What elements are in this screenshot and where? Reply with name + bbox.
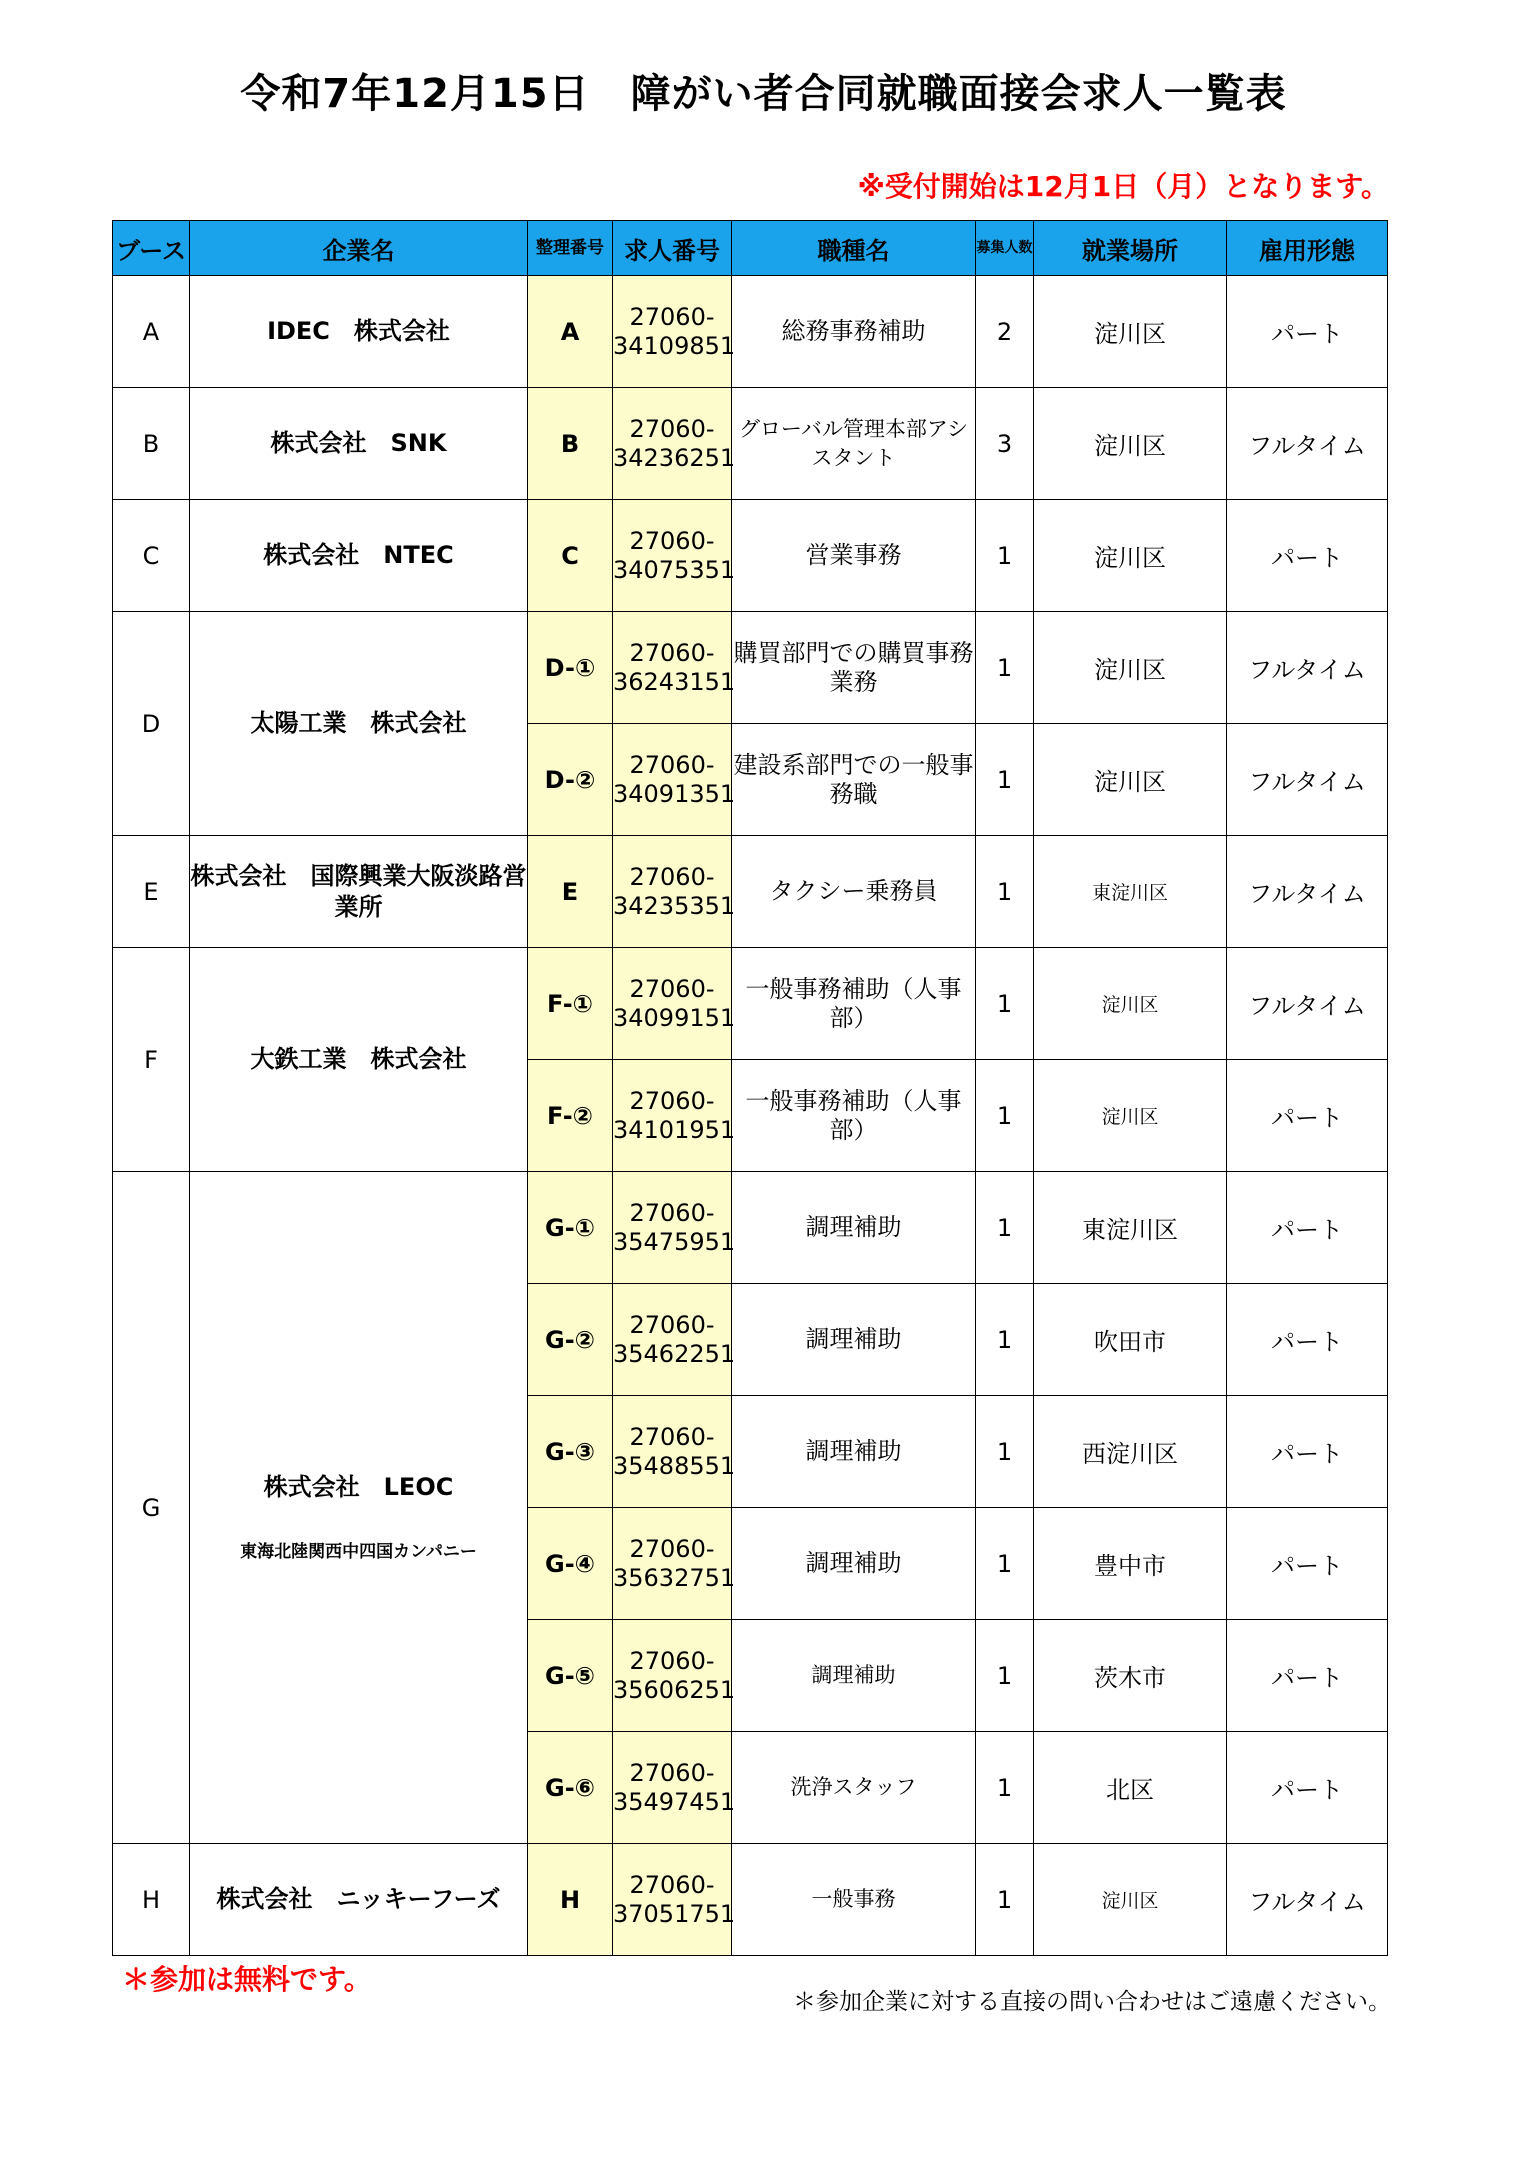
- free-participation-notice: ＊参加は無料です。: [122, 1963, 372, 1996]
- count-cell: 1: [976, 724, 1034, 836]
- place-cell: 吹田市: [1034, 1284, 1227, 1396]
- employment-cell: パート: [1227, 500, 1388, 612]
- table-row: [113, 948, 1388, 1060]
- count-cell: 1: [976, 1396, 1034, 1508]
- seiri-cell: G-①: [528, 1172, 613, 1284]
- header-company: 企業名: [190, 221, 528, 276]
- place-cell: 淀川区: [1034, 388, 1227, 500]
- occupation-cell: 一般事務補助（人事部）: [732, 948, 976, 1060]
- company-cell: 株式会社 NTEC: [190, 500, 528, 612]
- count-cell: 1: [976, 612, 1034, 724]
- header-seiri: 整理番号: [528, 221, 613, 276]
- count-cell: 3: [976, 388, 1034, 500]
- header-place: 就業場所: [1034, 221, 1227, 276]
- table-header-row: [113, 221, 1388, 276]
- place-cell: 豊中市: [1034, 1508, 1227, 1620]
- place-cell: 西淀川区: [1034, 1396, 1227, 1508]
- booth-cell: D: [113, 612, 190, 836]
- place-cell: 淀川区: [1034, 1844, 1227, 1956]
- company-cell: 株式会社 SNK: [190, 388, 528, 500]
- count-cell: 1: [976, 500, 1034, 612]
- company-cell: 太陽工業 株式会社: [190, 612, 528, 836]
- job-number-cell: 27060-34101951: [613, 1060, 732, 1172]
- place-cell: 淀川区: [1034, 1060, 1227, 1172]
- place-cell: 淀川区: [1034, 500, 1227, 612]
- employment-cell: フルタイム: [1227, 948, 1388, 1060]
- count-cell: 1: [976, 836, 1034, 948]
- employment-cell: パート: [1227, 276, 1388, 388]
- job-number-cell: 27060-35475951: [613, 1172, 732, 1284]
- occupation-cell: 調理補助: [732, 1172, 976, 1284]
- employment-cell: パート: [1227, 1060, 1388, 1172]
- employment-cell: パート: [1227, 1508, 1388, 1620]
- occupation-cell: 購買部門での購買事務業務: [732, 612, 976, 724]
- booth-cell: G: [113, 1172, 190, 1844]
- occupation-cell: 調理補助: [732, 1620, 976, 1732]
- place-cell: 北区: [1034, 1732, 1227, 1844]
- employment-cell: パート: [1227, 1172, 1388, 1284]
- count-cell: 1: [976, 948, 1034, 1060]
- count-cell: 1: [976, 1060, 1034, 1172]
- table-row: [113, 836, 1388, 948]
- employment-cell: フルタイム: [1227, 388, 1388, 500]
- occupation-cell: タクシー乗務員: [732, 836, 976, 948]
- job-number-cell: 27060-37051751: [613, 1844, 732, 1956]
- table-row: [113, 388, 1388, 500]
- employment-cell: フルタイム: [1227, 836, 1388, 948]
- seiri-cell: D-②: [528, 724, 613, 836]
- occupation-cell: 洗浄スタッフ: [732, 1732, 976, 1844]
- count-cell: 1: [976, 1284, 1034, 1396]
- table-row: [113, 276, 1388, 388]
- seiri-cell: H: [528, 1844, 613, 1956]
- job-number-cell: 27060-35488551: [613, 1396, 732, 1508]
- job-number-cell: 27060-35462251: [613, 1284, 732, 1396]
- seiri-cell: F-②: [528, 1060, 613, 1172]
- job-number-cell: 27060-34075351: [613, 500, 732, 612]
- place-cell: 東淀川区: [1034, 1172, 1227, 1284]
- booth-cell: H: [113, 1844, 190, 1956]
- table-row: [113, 1844, 1388, 1956]
- employment-cell: フルタイム: [1227, 724, 1388, 836]
- count-cell: 2: [976, 276, 1034, 388]
- seiri-cell: G-③: [528, 1396, 613, 1508]
- table-row: [113, 1172, 1388, 1284]
- seiri-cell: F-①: [528, 948, 613, 1060]
- seiri-cell: G-②: [528, 1284, 613, 1396]
- employment-cell: パート: [1227, 1732, 1388, 1844]
- occupation-cell: 一般事務補助（人事部）: [732, 1060, 976, 1172]
- place-cell: 淀川区: [1034, 276, 1227, 388]
- place-cell: 茨木市: [1034, 1620, 1227, 1732]
- reception-start-notice: ※受付開始は12月1日（月）となります。: [857, 170, 1389, 203]
- company-cell: IDEC 株式会社: [190, 276, 528, 388]
- job-listing-table: [112, 220, 1388, 1956]
- occupation-cell: 調理補助: [732, 1396, 976, 1508]
- seiri-cell: G-⑤: [528, 1620, 613, 1732]
- occupation-cell: 営業事務: [732, 500, 976, 612]
- occupation-cell: 建設系部門での一般事務職: [732, 724, 976, 836]
- company-division: 東海北陸関西中四国カンパニー: [240, 1541, 477, 1562]
- table-row: [113, 612, 1388, 724]
- job-number-cell: 27060-36243151: [613, 612, 732, 724]
- count-cell: 1: [976, 1844, 1034, 1956]
- page-title: 令和7年12月15日 障がい者合同就職面接会求人一覧表: [240, 71, 1287, 117]
- booth-cell: F: [113, 948, 190, 1172]
- booth-cell: C: [113, 500, 190, 612]
- table-row: [113, 500, 1388, 612]
- place-cell: 東淀川区: [1034, 836, 1227, 948]
- company-name: 株式会社 LEOC: [263, 1472, 454, 1501]
- occupation-cell: グローバル管理本部アシスタント: [732, 388, 976, 500]
- header-job-number: 求人番号: [613, 221, 732, 276]
- count-cell: 1: [976, 1732, 1034, 1844]
- employment-cell: フルタイム: [1227, 1844, 1388, 1956]
- place-cell: 淀川区: [1034, 724, 1227, 836]
- seiri-cell: G-④: [528, 1508, 613, 1620]
- place-cell: 淀川区: [1034, 612, 1227, 724]
- seiri-cell: D-①: [528, 612, 613, 724]
- job-number-cell: 27060-34236251: [613, 388, 732, 500]
- place-cell: 淀川区: [1034, 948, 1227, 1060]
- company-cell: 株式会社 ニッキーフーズ: [190, 1844, 528, 1956]
- header-count: 募集人数: [976, 221, 1034, 276]
- employment-cell: パート: [1227, 1620, 1388, 1732]
- seiri-cell: B: [528, 388, 613, 500]
- booth-cell: E: [113, 836, 190, 948]
- occupation-cell: 調理補助: [732, 1284, 976, 1396]
- seiri-cell: E: [528, 836, 613, 948]
- occupation-cell: 総務事務補助: [732, 276, 976, 388]
- occupation-cell: 一般事務: [732, 1844, 976, 1956]
- count-cell: 1: [976, 1508, 1034, 1620]
- seiri-cell: G-⑥: [528, 1732, 613, 1844]
- job-number-cell: 27060-34091351: [613, 724, 732, 836]
- job-number-cell: 27060-35606251: [613, 1620, 732, 1732]
- employment-cell: パート: [1227, 1284, 1388, 1396]
- employment-cell: フルタイム: [1227, 612, 1388, 724]
- header-occupation: 職種名: [732, 221, 976, 276]
- company-cell: 株式会社 国際興業大阪淡路営業所: [190, 836, 528, 948]
- job-number-cell: 27060-35632751: [613, 1508, 732, 1620]
- occupation-cell: 調理補助: [732, 1508, 976, 1620]
- booth-cell: A: [113, 276, 190, 388]
- company-cell: [190, 1172, 528, 1844]
- job-number-cell: 27060-34099151: [613, 948, 732, 1060]
- job-number-cell: 27060-35497451: [613, 1732, 732, 1844]
- no-direct-contact-notice: ＊参加企業に対する直接の問い合わせはご遠慮ください。: [793, 1989, 1391, 2015]
- header-employment: 雇用形態: [1227, 221, 1388, 276]
- company-cell: 大鉄工業 株式会社: [190, 948, 528, 1172]
- job-number-cell: 27060-34235351: [613, 836, 732, 948]
- seiri-cell: C: [528, 500, 613, 612]
- header-booth: ブース: [113, 221, 190, 276]
- booth-cell: B: [113, 388, 190, 500]
- count-cell: 1: [976, 1620, 1034, 1732]
- seiri-cell: A: [528, 276, 613, 388]
- employment-cell: パート: [1227, 1396, 1388, 1508]
- job-number-cell: 27060-34109851: [613, 276, 732, 388]
- count-cell: 1: [976, 1172, 1034, 1284]
